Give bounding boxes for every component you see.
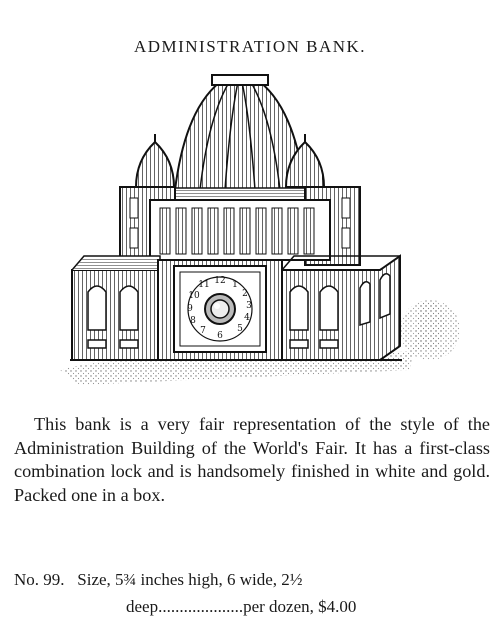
svg-text:6: 6 [217,331,223,341]
description-paragraph [14,413,490,507]
svg-text:3: 3 [246,301,252,311]
bank-illustration-icon [50,70,460,400]
svg-text:12: 12 [214,276,226,286]
spec-line-1: No. 99. Size, 5¾ inches high, 6 wide, 2½ [14,570,303,589]
svg-text:9: 9 [187,304,193,314]
svg-text:7: 7 [200,326,206,336]
description-text: This bank is a very fair representation of the style of the Administration Building of the World's Fair. It has a first-class combination lock and is handsomely finished in white and gold. Packed one in a box. [14,414,490,505]
svg-text:8: 8 [190,316,196,326]
svg-text:4: 4 [244,313,250,323]
page-title: ADMINISTRATION BANK. [133,37,367,56]
specifications [14,566,490,620]
svg-text:2: 2 [242,289,248,299]
svg-text:5: 5 [237,324,243,334]
spec-line-2: deep....................per dozen, $4.00 [126,597,357,616]
svg-text:11: 11 [198,280,210,290]
svg-text:1: 1 [232,280,238,290]
svg-text:10: 10 [188,291,200,301]
